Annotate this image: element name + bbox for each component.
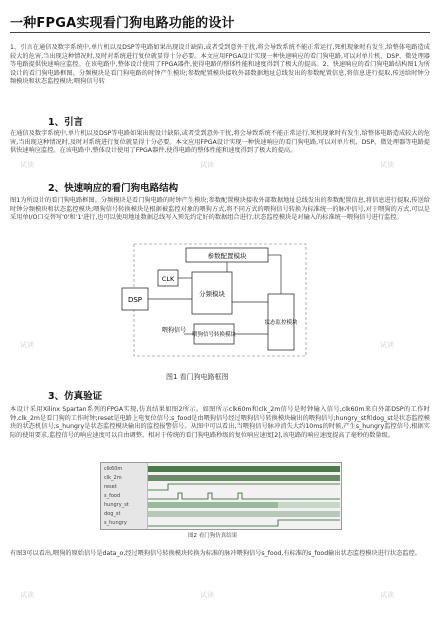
trace-s-food [148, 493, 340, 499]
section-heading-intro: 1、引言 [48, 117, 84, 128]
watermark: 试读 [380, 341, 394, 349]
signal-name-column [101, 463, 148, 529]
watermark: 试读 [20, 341, 34, 349]
feed-signal-label: 喂狗信号 [161, 327, 187, 334]
trace-hungry-st-tail [278, 502, 340, 508]
figure2-waveform [100, 462, 342, 530]
figure2-caption: 图2 看门狗仿真结果 [188, 533, 238, 539]
trace-hungry-st [148, 502, 278, 508]
title-divider [10, 32, 430, 33]
signal-name-s-hungry: s_hungry [104, 520, 127, 526]
dsp-label: DSP [127, 296, 143, 304]
waveform-traces [148, 463, 340, 529]
watermark: 试读 [20, 161, 34, 169]
signal-name-s-food: s_food [104, 493, 121, 499]
section-heading-structure: 2、快速响应的看门狗电路结构 [48, 183, 179, 194]
watermark: 试读 [200, 161, 214, 169]
watermark: 试读 [200, 591, 214, 599]
watermark: 试读 [380, 161, 394, 169]
section-text-structure: 图1为所设计的看门狗电路框图。分频模块是看门狗电路的时钟产生模块;参数配置模块接收外部数据地址总线发出的参数配置信息,将信息进行提取,传送给时钟分频模块和状态监控模块;喂狗信号转换模块是根据被监控对象的喂狗方式,将不同方式的喂狗信号转换为标准统一的脉冲信号,对于喂狗的方式,可以是采用单I/O口交替写'0'和'1'进行,也可以使用地址数据总线写入预先约定好的数据组合进行;状态监控模块是对输入的标准统一喂狗信号进行监控。 [10, 197, 430, 222]
watermark: 试读 [20, 591, 34, 599]
signal-name-reset: reset [104, 484, 117, 490]
section-text-simulation: 本设计采用Xilinx Spartan系列的FPGA实现,仿真结果如图2所示。如图所示clk60m和clk_2m信号是时钟输入信号,clk60m来自外部DSP的工作时钟,clk_2m是看门狗的工作时钟;reset是电路上电复位信号;s_food是由喂狗信号经过喂狗信号转换模块输出的喂狗信号;hungry_st和dog_st是状态监控模块的状态机信号;s_hungry是状态监控模块输出的监控报警信号。从图中可以看出,当喂狗信号脉冲消失大约10ms的时候,产生s_hungry监控信号,根据实际的使用要求,监控信号的响应速度可以自由调整。相对于传统的看门狗电路秒级的复位响应速度[2],该电路的响应速度提高了毫秒的数量级。 [10, 406, 430, 439]
section-text-intro: 在通信及数字系统中,单片机以及DSP等电路如果出现设计缺陷,或者受到意外干扰,将会导致系统不能正常运行,死机现象时有发生,给整体电路造成较大的危害,当出现这种情况时,及时对系统进行复位就显得十分必要。本文应用FPGA设计实现一种快速响应的看门狗电路,可以对单片机、DSP、微处理器等电路提供快速响应监控。在该电路中,整体设计使用了FPGA器件,使得电路的整体性能和速度得到了极大的提高。 [10, 130, 430, 155]
document-title: 一种FPGA实现看门狗电路功能的设计 [10, 16, 235, 31]
trace-dog-st [148, 511, 340, 517]
closing-paragraph: 有图3可以看出,喂狗的原始信号是data_o,经过喂狗信号转换模块转换为标准的脉冲喂狗信号s_food,有标准的s_food输出状态监控模块进行状态监控。 [10, 550, 421, 557]
figure1-block-diagram [120, 242, 320, 368]
trace-s-hungry [148, 520, 340, 526]
signal-name-dog-st: dog_st [104, 511, 121, 517]
monitor-label: 状态监控模块 [264, 320, 298, 326]
signal-name-clk60m: clk60m [104, 466, 123, 472]
trace-clk60m [148, 466, 340, 472]
signal-name-clk-2m: clk_2m [104, 475, 122, 481]
abstract-paragraph: 1、引言在通信及数字系统中,单片机以及DSP等电路如果出现设计缺陷,或者受到意外干扰,将会导致系统不能正常运行,死机现象时有发生,给整体电路造成较大的危害,当出现这种情况时,及时对系统进行复位就显得十分必要。本文应用FPGA设计实现一种快速响应的看门狗电路,可以对单片机、DSP、微处理器等电路提供快速响应监控。在该电路中,整体设计使用了FPGA器件,使得电路的整体性能和速度得到了极大的提高。2、快速响应的看门狗电路结构图1为所设计的看门狗电路框图。分频模块是看门狗电路的时钟产生模块;参数配置模块接收外部数据地址总线发出的参数配置信息,将信息进行提取,传送给时钟分频模块和状态监控模块;喂狗信号转 [10, 44, 430, 86]
trace-reset [148, 484, 340, 490]
divider-label: 分频模块 [199, 290, 225, 298]
trace-clk-2m [148, 475, 340, 481]
figure1-caption: 图1 看门狗电路框图 [166, 373, 229, 381]
section-heading-simulation: 3、仿真验证 [48, 391, 103, 402]
param-config-label: 参数配置模块 [207, 252, 247, 260]
clk-label: CLK [161, 275, 175, 283]
feed-convert-label: 喂狗信号转换模块 [191, 332, 237, 338]
signal-name-hungry-st: hungry_st [104, 502, 129, 508]
watermark: 试读 [380, 591, 394, 599]
